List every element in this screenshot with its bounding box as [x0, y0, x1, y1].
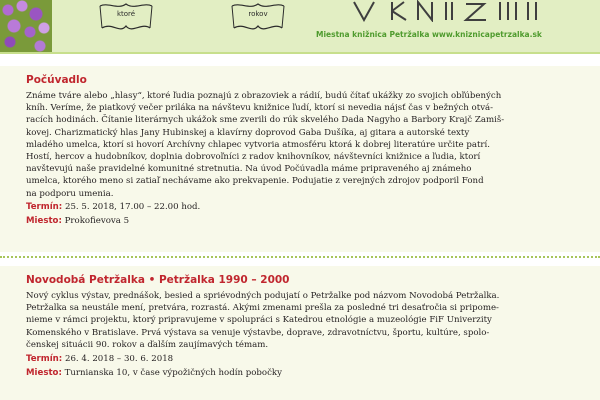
- lilac-flowers-image: [0, 0, 52, 52]
- body-line: umelca, ktorého meno si zatiaľ nechávame ako prekvapenie. Podujatie z verejných zdrojov podporil Fond: [26, 176, 484, 187]
- termin-value: 26. 4. 2018 – 30. 6. 2018: [64, 354, 174, 364]
- article-title: Novodobá Petržalka • Petržalka 1990 – 2000: [26, 274, 290, 286]
- section-divider: [0, 256, 600, 258]
- body-line: racích hodinách. Čítanie literárnych ukážok sme zverili do rúk skvelého Dada Nagyho a Barbory Krajč Zamiš-: [26, 115, 505, 126]
- body-line: Hostí, hercov a hudobníkov, doplnia dobrovoľníci z radov knihovníkov, návštevníci knižnice a ľudia, ktorí: [26, 152, 481, 163]
- body-line: Nový cyklus výstav, prednášok, besied a spriévodných podujatí o Petržalke pod názvom Novodobá Petržalka.: [26, 291, 500, 301]
- article-body: [26, 90, 582, 200]
- article-body: [26, 290, 582, 351]
- header-band: [0, 0, 600, 54]
- termin-label: Termín:: [26, 202, 63, 212]
- event-place: [26, 216, 129, 226]
- body-line: kovej. Charizmatický hlas Jany Hubinskej a klavírny doprovod Gaba Dušíka, aj gitara a autorské texty: [26, 127, 470, 138]
- event-date: [26, 202, 200, 212]
- body-line: nieme v rámci projektu, ktorý pripravujeme v spolupráci s Katedrou etnológie a muzeológie FiF Univerzity: [26, 315, 492, 326]
- stamp-text-right: rokov: [248, 10, 268, 18]
- body-line: Známe tváre alebo „hlasy“, ktoré ľudia poznajú z obrazoviek a rádií, budú čítať ukážky zo svojich obľúbených: [26, 91, 502, 101]
- article-novodoba-petrzalka: [0, 266, 600, 400]
- event-place: [26, 368, 282, 378]
- body-line: Petržalka sa neustále mení, pretvára, rozrastá. Akými zmenami prešla za posledné tri desaťročia si pripome-: [26, 303, 499, 314]
- event-date: [26, 354, 173, 364]
- miesto-label: Miesto:: [26, 368, 62, 378]
- body-line: čenskej situácii 90. rokov a ďalším zaujímavých témam.: [26, 339, 269, 350]
- hand-lettered-logo: [352, 0, 542, 22]
- termin-value: 25. 5. 2018, 17.00 – 22.00 hod.: [64, 202, 201, 212]
- miesto-label: Miesto:: [26, 216, 62, 226]
- body-line: mladého umelca, ktorí si hovorí Archívny chlapec vytvoria atmosféru ktorá k dobrej literatúre určite patrí.: [26, 139, 491, 150]
- miesto-value: Prokofievova 5: [64, 216, 130, 226]
- body-line: na podporu umenia.: [26, 188, 114, 199]
- miesto-value: Turnianska 10, v čase výpožičných hodín pobočky: [64, 368, 282, 378]
- stamp-text-left: ktoré: [116, 10, 136, 18]
- termin-label: Termín:: [26, 354, 63, 364]
- body-line: Komenského v Bratislave. Prvá výstava sa venuje výstavbe, doprave, zdravotníctvu, športu, kultúre, spolo-: [26, 327, 490, 338]
- body-line: navštevujú naše pravidelné komunitné stretnutia. Na úvod Počúvadla máme pripraveného aj známeho: [26, 164, 472, 175]
- article-title: Počúvadlo: [26, 74, 87, 86]
- body-line: kníh. Veríme, že piatkový večer priláka na návštevu knižnice ľudí, ktorí si nevedia nájsť čas v bežných otvá-: [26, 103, 494, 114]
- article-pocuvadlo: [0, 66, 600, 252]
- library-website-line: Miestna knižnica Petržalka www.kniznicapetrzalka.sk: [316, 30, 542, 39]
